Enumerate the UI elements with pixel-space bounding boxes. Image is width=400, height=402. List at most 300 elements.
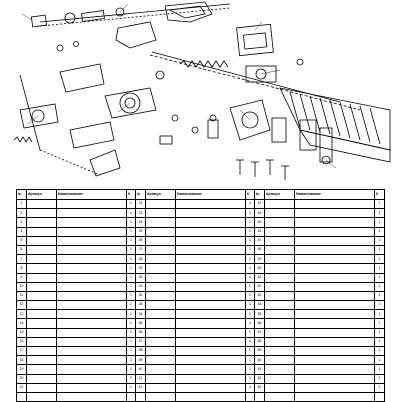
part-name-cell — [295, 273, 375, 282]
article-cell — [146, 282, 176, 291]
quantity-cell: 1 — [246, 319, 255, 328]
part-name-cell — [176, 255, 246, 264]
header-cell: Наименование — [176, 190, 246, 200]
item-number-cell: 56 — [255, 319, 265, 328]
table-row — [17, 209, 385, 218]
item-number-cell: 38 — [136, 347, 146, 356]
article-cell — [265, 255, 295, 264]
article-cell — [265, 392, 295, 401]
item-number-cell: 50 — [255, 264, 265, 273]
part-name-cell — [57, 273, 127, 282]
table-row — [17, 291, 385, 300]
exploded-view-svg — [0, 0, 400, 188]
quantity-cell: 1 — [127, 236, 136, 245]
item-number-cell: 35 — [136, 319, 146, 328]
part-name-cell — [57, 374, 127, 383]
quantity-cell: 1 — [127, 356, 136, 365]
item-number-cell: 42 — [136, 383, 146, 392]
item-number-cell: 4 — [17, 227, 27, 236]
item-number-cell: 5 — [17, 236, 27, 245]
article-cell — [265, 227, 295, 236]
part-name-cell — [295, 227, 375, 236]
exploded-view-drawing — [0, 0, 400, 188]
article-cell — [27, 310, 57, 319]
part-name-cell — [176, 245, 246, 254]
part-name-cell — [295, 356, 375, 365]
item-number-cell: 1 — [17, 200, 27, 209]
part-name-cell — [176, 200, 246, 209]
quantity-cell: 1 — [127, 264, 136, 273]
header-cell: Артикул — [265, 190, 295, 200]
quantity-cell: 1 — [246, 227, 255, 236]
article-cell — [146, 209, 176, 218]
part-name-cell — [57, 301, 127, 310]
item-number-cell: 60 — [255, 356, 265, 365]
item-number-cell: 36 — [136, 328, 146, 337]
quantity-cell: 1 — [375, 227, 385, 236]
table-row — [17, 383, 385, 392]
item-number-cell: 26 — [136, 236, 146, 245]
part-name-cell — [57, 291, 127, 300]
article-cell — [265, 282, 295, 291]
quantity-cell: 1 — [375, 273, 385, 282]
header-cell: Артикул — [27, 190, 57, 200]
table-row — [17, 236, 385, 245]
part-name-cell — [57, 200, 127, 209]
item-number-cell: 11 — [17, 291, 27, 300]
quantity-cell: 1 — [127, 200, 136, 209]
quantity-cell: 1 — [127, 255, 136, 264]
part-name-cell — [57, 383, 127, 392]
article-cell — [146, 291, 176, 300]
quantity-cell: 1 — [375, 209, 385, 218]
item-number-cell: 39 — [136, 356, 146, 365]
quantity-cell: 1 — [127, 347, 136, 356]
part-name-cell — [295, 236, 375, 245]
quantity-cell: 1 — [127, 209, 136, 218]
article-cell — [265, 209, 295, 218]
article-cell — [146, 200, 176, 209]
article-cell — [27, 337, 57, 346]
quantity-cell: 1 — [127, 374, 136, 383]
item-number-cell: 45 — [255, 218, 265, 227]
article-cell — [146, 383, 176, 392]
item-number-cell: 32 — [136, 291, 146, 300]
quantity-cell: 1 — [375, 301, 385, 310]
item-number-cell: 9 — [17, 273, 27, 282]
part-name-cell — [57, 337, 127, 346]
part-name-cell — [57, 264, 127, 273]
quantity-cell: 1 — [375, 383, 385, 392]
article-cell — [27, 255, 57, 264]
quantity-cell: 1 — [127, 291, 136, 300]
item-number-cell: 49 — [255, 255, 265, 264]
article-cell — [146, 245, 176, 254]
item-number-cell: 20 — [17, 374, 27, 383]
item-number-cell: 37 — [136, 337, 146, 346]
article-cell — [265, 273, 295, 282]
part-name-cell — [176, 383, 246, 392]
quantity-cell: 1 — [375, 356, 385, 365]
article-cell — [27, 227, 57, 236]
part-name-cell — [176, 319, 246, 328]
part-name-cell — [57, 282, 127, 291]
article-cell — [265, 264, 295, 273]
quantity-cell: 1 — [246, 337, 255, 346]
item-number-cell: 24 — [136, 218, 146, 227]
item-number-cell: 19 — [17, 365, 27, 374]
article-cell — [146, 273, 176, 282]
item-number-cell: 47 — [255, 236, 265, 245]
article-cell — [265, 365, 295, 374]
item-number-cell: 63 — [255, 383, 265, 392]
article-cell — [27, 200, 57, 209]
quantity-cell: 1 — [246, 365, 255, 374]
part-name-cell — [176, 374, 246, 383]
table-row — [17, 282, 385, 291]
part-name-cell — [295, 383, 375, 392]
part-name-cell — [176, 227, 246, 236]
header-cell: К — [127, 190, 136, 200]
quantity-cell: 1 — [127, 245, 136, 254]
quantity-cell — [246, 392, 255, 401]
quantity-cell: 1 — [246, 273, 255, 282]
item-number-cell: 16 — [17, 337, 27, 346]
article-cell — [27, 365, 57, 374]
article-cell — [146, 328, 176, 337]
item-number-cell: 44 — [255, 209, 265, 218]
article-cell — [27, 392, 57, 401]
item-number-cell: 29 — [136, 264, 146, 273]
item-number-cell: 21 — [17, 383, 27, 392]
part-name-cell — [57, 392, 127, 401]
item-number-cell: 52 — [255, 282, 265, 291]
quantity-cell: 1 — [246, 328, 255, 337]
article-cell — [265, 383, 295, 392]
part-name-cell — [176, 264, 246, 273]
quantity-cell: 1 — [246, 310, 255, 319]
part-name-cell — [57, 356, 127, 365]
part-name-cell — [295, 365, 375, 374]
table-row — [17, 319, 385, 328]
part-name-cell — [295, 337, 375, 346]
article-cell — [265, 218, 295, 227]
quantity-cell: 1 — [246, 200, 255, 209]
item-number-cell: 17 — [17, 347, 27, 356]
table-header-row — [17, 190, 385, 200]
part-name-cell — [57, 236, 127, 245]
item-number-cell: 51 — [255, 273, 265, 282]
article-cell — [146, 236, 176, 245]
part-name-cell — [295, 328, 375, 337]
part-name-cell — [57, 227, 127, 236]
quantity-cell: 1 — [127, 337, 136, 346]
quantity-cell: 1 — [375, 319, 385, 328]
quantity-cell: 1 — [375, 282, 385, 291]
quantity-cell: 1 — [246, 383, 255, 392]
part-name-cell — [295, 347, 375, 356]
quantity-cell: 1 — [246, 301, 255, 310]
quantity-cell: 1 — [246, 347, 255, 356]
article-cell — [265, 374, 295, 383]
item-number-cell: 53 — [255, 291, 265, 300]
item-number-cell: 15 — [17, 328, 27, 337]
table-row — [17, 365, 385, 374]
article-cell — [265, 347, 295, 356]
part-name-cell — [57, 310, 127, 319]
header-cell: № — [17, 190, 27, 200]
quantity-cell: 1 — [246, 356, 255, 365]
header-cell: К — [375, 190, 385, 200]
part-name-cell — [295, 282, 375, 291]
part-name-cell — [295, 392, 375, 401]
part-name-cell — [57, 209, 127, 218]
part-name-cell — [176, 301, 246, 310]
part-name-cell — [176, 392, 246, 401]
item-number-cell: 55 — [255, 310, 265, 319]
article-cell — [27, 273, 57, 282]
item-number-cell: 57 — [255, 328, 265, 337]
quantity-cell: 1 — [375, 236, 385, 245]
quantity-cell: 1 — [375, 255, 385, 264]
article-cell — [265, 337, 295, 346]
item-number-cell — [17, 392, 27, 401]
table-row — [17, 392, 385, 401]
item-number-cell: 8 — [17, 264, 27, 273]
table-row — [17, 227, 385, 236]
item-number-cell: 7 — [17, 255, 27, 264]
article-cell — [27, 328, 57, 337]
item-number-cell: 12 — [17, 301, 27, 310]
part-name-cell — [57, 319, 127, 328]
quantity-cell: 1 — [246, 255, 255, 264]
part-name-cell — [295, 209, 375, 218]
quantity-cell: 1 — [375, 218, 385, 227]
quantity-cell: 1 — [127, 273, 136, 282]
quantity-cell: 1 — [375, 200, 385, 209]
part-name-cell — [176, 209, 246, 218]
item-number-cell: 31 — [136, 282, 146, 291]
article-cell — [146, 392, 176, 401]
part-name-cell — [295, 310, 375, 319]
quantity-cell: 1 — [127, 319, 136, 328]
part-name-cell — [295, 374, 375, 383]
article-cell — [146, 365, 176, 374]
part-name-cell — [295, 255, 375, 264]
quantity-cell: 1 — [375, 347, 385, 356]
article-cell — [27, 374, 57, 383]
item-number-cell: 34 — [136, 310, 146, 319]
item-number-cell: 28 — [136, 255, 146, 264]
quantity-cell: 1 — [246, 291, 255, 300]
item-number-cell — [136, 392, 146, 401]
quantity-cell: 1 — [246, 282, 255, 291]
item-number-cell: 61 — [255, 365, 265, 374]
article-cell — [146, 310, 176, 319]
parts-table-body — [17, 200, 385, 402]
part-name-cell — [295, 319, 375, 328]
article-cell — [146, 301, 176, 310]
header-cell: № — [136, 190, 146, 200]
part-name-cell — [176, 347, 246, 356]
article-cell — [27, 236, 57, 245]
table-row — [17, 337, 385, 346]
item-number-cell: 10 — [17, 282, 27, 291]
part-name-cell — [176, 356, 246, 365]
table-row — [17, 218, 385, 227]
part-name-cell — [57, 365, 127, 374]
quantity-cell: 1 — [246, 236, 255, 245]
article-cell — [265, 356, 295, 365]
part-name-cell — [57, 328, 127, 337]
item-number-cell: 27 — [136, 245, 146, 254]
item-number-cell: 2 — [17, 209, 27, 218]
article-cell — [146, 374, 176, 383]
table-row — [17, 328, 385, 337]
article-cell — [27, 291, 57, 300]
part-name-cell — [57, 218, 127, 227]
article-cell — [27, 282, 57, 291]
article-cell — [146, 264, 176, 273]
article-cell — [27, 347, 57, 356]
item-number-cell: 41 — [136, 374, 146, 383]
part-name-cell — [295, 291, 375, 300]
article-cell — [265, 310, 295, 319]
quantity-cell: 1 — [127, 365, 136, 374]
item-number-cell — [255, 392, 265, 401]
item-number-cell: 14 — [17, 319, 27, 328]
part-name-cell — [176, 282, 246, 291]
article-cell — [146, 227, 176, 236]
part-name-cell — [176, 273, 246, 282]
item-number-cell: 3 — [17, 218, 27, 227]
article-cell — [146, 356, 176, 365]
quantity-cell: 1 — [375, 365, 385, 374]
header-cell: № — [255, 190, 265, 200]
quantity-cell: 1 — [246, 218, 255, 227]
item-number-cell: 46 — [255, 227, 265, 236]
quantity-cell: 1 — [375, 337, 385, 346]
article-cell — [265, 319, 295, 328]
table-row — [17, 301, 385, 310]
quantity-cell: 1 — [375, 328, 385, 337]
quantity-cell: 1 — [127, 383, 136, 392]
article-cell — [265, 245, 295, 254]
item-number-cell: 40 — [136, 365, 146, 374]
header-cell: Наименование — [295, 190, 375, 200]
item-number-cell: 54 — [255, 301, 265, 310]
article-cell — [27, 383, 57, 392]
quantity-cell: 1 — [375, 374, 385, 383]
quantity-cell: 1 — [246, 374, 255, 383]
header-cell: К — [246, 190, 255, 200]
quantity-cell: 1 — [246, 264, 255, 273]
table-row — [17, 245, 385, 254]
article-cell — [146, 255, 176, 264]
article-cell — [265, 236, 295, 245]
item-number-cell: 30 — [136, 273, 146, 282]
item-number-cell: 22 — [136, 200, 146, 209]
quantity-cell — [127, 392, 136, 401]
quantity-cell: 1 — [375, 291, 385, 300]
item-number-cell: 59 — [255, 347, 265, 356]
article-cell — [265, 200, 295, 209]
article-cell — [146, 337, 176, 346]
article-cell — [27, 356, 57, 365]
quantity-cell: 1 — [127, 310, 136, 319]
part-name-cell — [295, 301, 375, 310]
part-name-cell — [176, 328, 246, 337]
item-number-cell: 43 — [255, 200, 265, 209]
part-name-cell — [295, 245, 375, 254]
quantity-cell — [375, 392, 385, 401]
article-cell — [27, 301, 57, 310]
article-cell — [265, 328, 295, 337]
table-row — [17, 255, 385, 264]
table-row — [17, 264, 385, 273]
quantity-cell: 1 — [375, 310, 385, 319]
item-number-cell: 58 — [255, 337, 265, 346]
part-name-cell — [176, 236, 246, 245]
part-name-cell — [295, 200, 375, 209]
article-cell — [146, 319, 176, 328]
article-cell — [27, 218, 57, 227]
article-cell — [265, 291, 295, 300]
quantity-cell: 1 — [127, 301, 136, 310]
part-name-cell — [57, 245, 127, 254]
quantity-cell: 1 — [127, 218, 136, 227]
part-name-cell — [176, 365, 246, 374]
header-cell: Наименование — [57, 190, 127, 200]
part-name-cell — [295, 264, 375, 273]
item-number-cell: 62 — [255, 374, 265, 383]
part-name-cell — [176, 218, 246, 227]
article-cell — [27, 264, 57, 273]
article-cell — [265, 301, 295, 310]
quantity-cell: 1 — [375, 264, 385, 273]
table-row — [17, 310, 385, 319]
item-number-cell: 6 — [17, 245, 27, 254]
table-row — [17, 200, 385, 209]
article-cell — [27, 209, 57, 218]
part-name-cell — [57, 347, 127, 356]
part-name-cell — [57, 255, 127, 264]
parts-table — [16, 189, 385, 402]
item-number-cell: 23 — [136, 209, 146, 218]
article-cell — [27, 319, 57, 328]
quantity-cell: 1 — [246, 245, 255, 254]
header-cell: Артикул — [146, 190, 176, 200]
part-name-cell — [295, 218, 375, 227]
article-cell — [146, 218, 176, 227]
table-row — [17, 374, 385, 383]
item-number-cell: 18 — [17, 356, 27, 365]
table-row — [17, 356, 385, 365]
part-name-cell — [176, 310, 246, 319]
item-number-cell: 48 — [255, 245, 265, 254]
quantity-cell: 1 — [127, 227, 136, 236]
item-number-cell: 13 — [17, 310, 27, 319]
part-name-cell — [176, 291, 246, 300]
quantity-cell: 1 — [246, 209, 255, 218]
table-row — [17, 347, 385, 356]
article-cell — [27, 245, 57, 254]
article-cell — [146, 347, 176, 356]
quantity-cell: 1 — [127, 282, 136, 291]
item-number-cell: 33 — [136, 301, 146, 310]
quantity-cell: 1 — [127, 328, 136, 337]
part-name-cell — [176, 337, 246, 346]
